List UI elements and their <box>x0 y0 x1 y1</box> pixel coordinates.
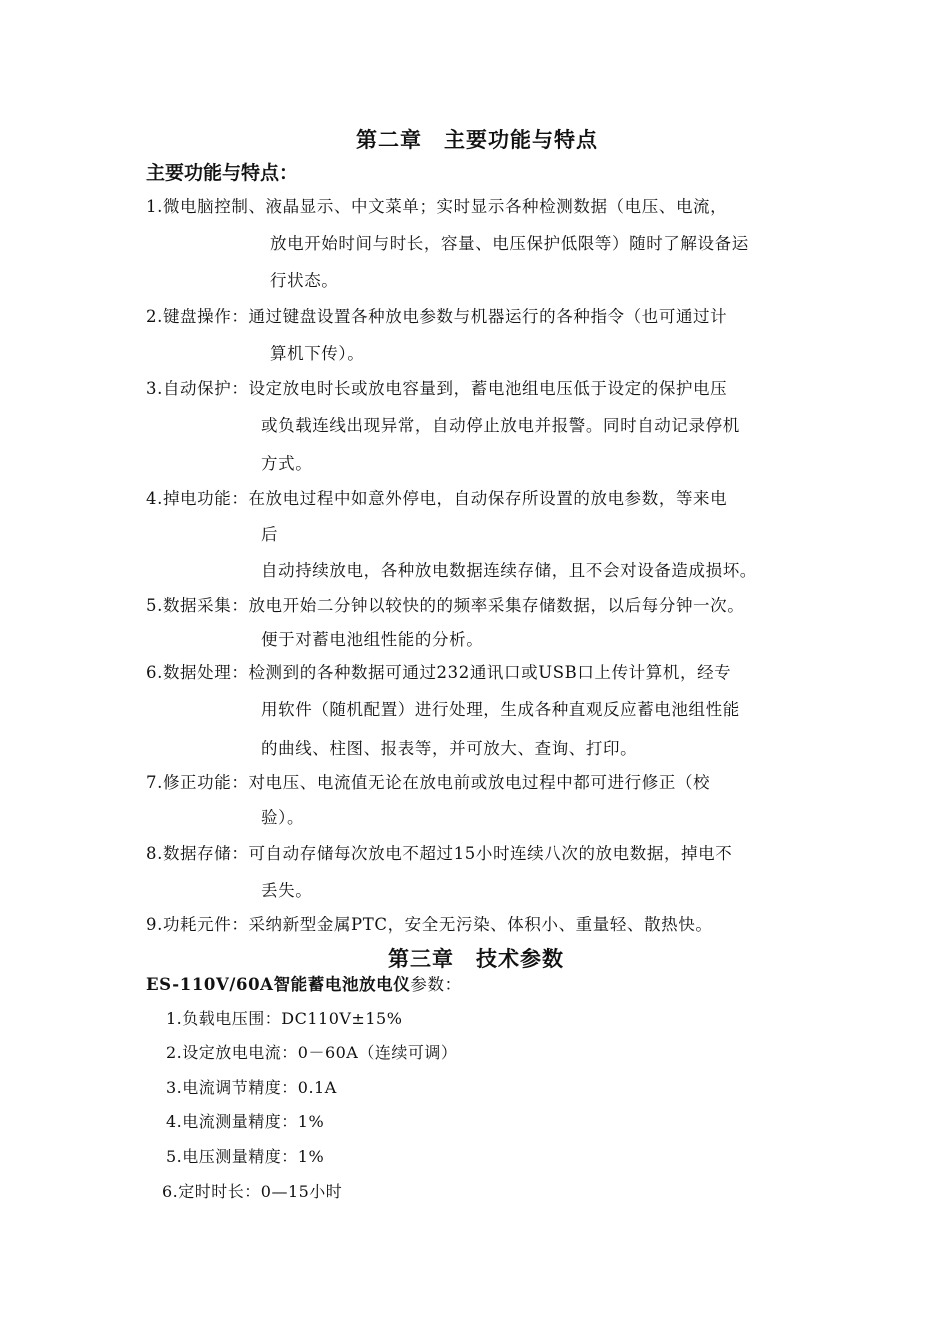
feature-item-1-line: 放电开始时间与时长，容量、电压保护低限等）随时了解设备运 <box>270 234 749 253</box>
feature-item-5: 5.数据采集：放电开始二分钟以较快的的频率采集存储数据，以后每分钟一次。 <box>146 596 745 615</box>
param-item: 1.负载电压围：DC110V±15% <box>166 1009 403 1028</box>
feature-item-6-line: 用软件（随机配置）进行处理，生成各种直观反应蓄电池组性能 <box>261 700 740 719</box>
feature-item-7: 7.修正功能：对电压、电流值无论在放电前或放电过程中都可进行修正（校 <box>146 773 711 792</box>
model-heading <box>146 971 462 995</box>
chapter-3-title: 第三章 技术参数 <box>388 946 564 971</box>
feature-item-7-line: 验）。 <box>261 808 305 827</box>
param-item: 3.电流调节精度：0.1A <box>166 1078 337 1097</box>
feature-item-6-line: 的曲线、柱图、报表等，并可放大、查询、打印。 <box>261 739 638 758</box>
feature-item-2: 2.键盘操作：通过键盘设置各种放电参数与机器运行的各种指令（也可通过计 <box>146 307 728 326</box>
model-name: ES-110V/60A智能蓄电池放电仪 <box>146 975 411 994</box>
feature-item-2-line: 算机下传）。 <box>270 344 365 363</box>
feature-item-1: 1.微电脑控制、液晶显示、中文菜单；实时显示各种检测数据（电压、电流， <box>146 197 728 216</box>
feature-item-3-line: 方式。 <box>261 454 313 473</box>
feature-item-4-line: 自动持续放电，各种放电数据连续存储，且不会对设备造成损坏。 <box>261 561 757 580</box>
feature-item-5-line: 便于对蓄电池组性能的分析。 <box>261 630 484 649</box>
param-item: 4.电流测量精度：1% <box>166 1112 325 1131</box>
section-heading: 主要功能与特点： <box>146 162 299 184</box>
feature-item-3: 3.自动保护：设定放电时长或放电容量到，蓄电池组电压低于设定的保护电压 <box>146 379 728 398</box>
feature-item-8-line: 丢失。 <box>261 881 313 900</box>
feature-item-1-line: 行状态。 <box>270 271 339 290</box>
param-item: 2.设定放电电流：0－60A（连续可调） <box>166 1043 458 1062</box>
feature-item-4-line: 后 <box>261 525 279 544</box>
feature-item-4: 4.掉电功能：在放电过程中如意外停电，自动保存所设置的放电参数，等来电 <box>146 489 728 508</box>
model-suffix: 参数： <box>410 975 462 994</box>
feature-item-6: 6.数据处理：检测到的各种数据可通过232通讯口或USB口上传计算机，经专 <box>146 663 732 682</box>
feature-item-3-line: 或负载连线出现异常，自动停止放电并报警。同时自动记录停机 <box>261 416 740 435</box>
feature-item-8: 8.数据存储：可自动存储每次放电不超过15小时连续八次的放电数据，掉电不 <box>146 844 733 863</box>
chapter-2-title: 第二章 主要功能与特点 <box>356 127 598 152</box>
param-item: 6.定时时长：0—15小时 <box>162 1182 343 1201</box>
feature-item-9: 9.功耗元件：采纳新型金属PTC，安全无污染、体积小、重量轻、散热快。 <box>146 915 713 934</box>
param-item: 5.电压测量精度：1% <box>166 1147 325 1166</box>
